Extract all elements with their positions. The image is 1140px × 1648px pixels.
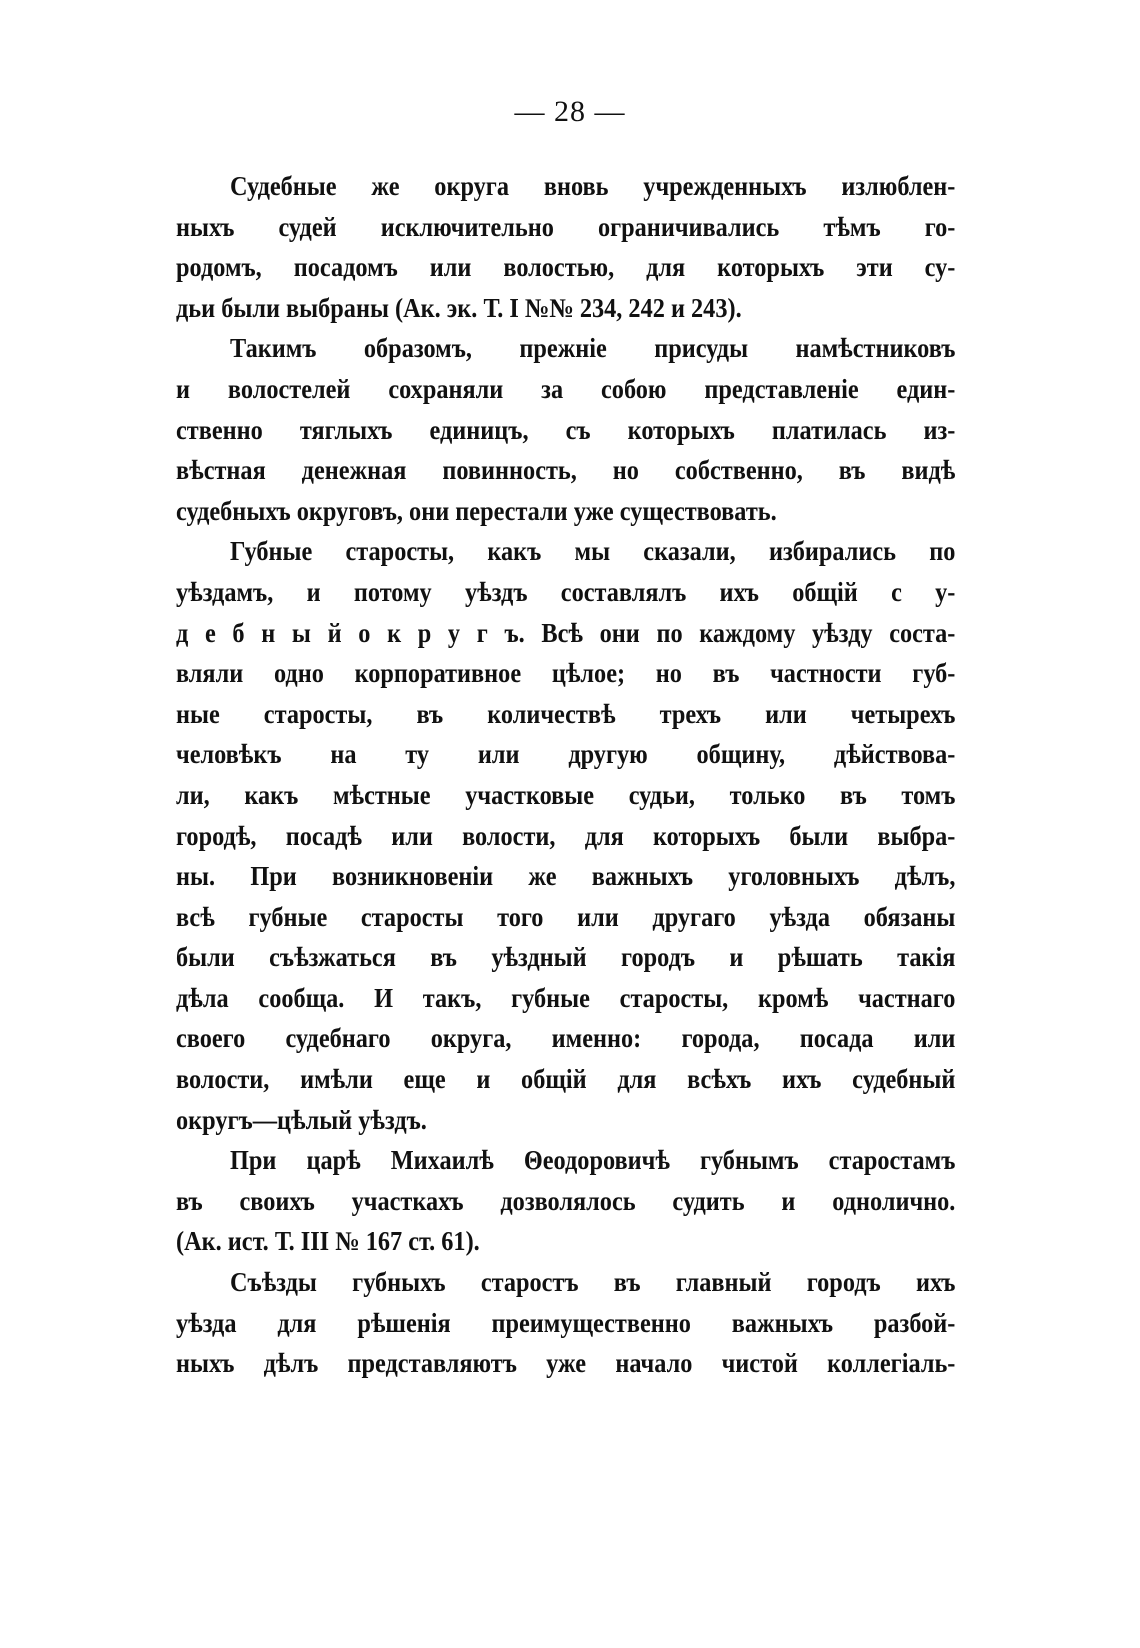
text-line: ные старосты, въ количествѣ трехъ или четырехъ xyxy=(176,698,956,729)
text-line: были съѣзжаться въ уѣздный городъ и рѣшать такія xyxy=(176,942,956,973)
text-line: ныхъ судей исключительно ограничивались тѣмъ го- xyxy=(176,211,956,242)
text-line: всѣ губные старосты того или другаго уѣзда обязаны xyxy=(176,901,956,932)
text-line: въ своихъ участкахъ дозволялось судить и однолично. xyxy=(176,1185,956,1216)
text-line: родомъ, посадомъ или волостью, для которыхъ эти су- xyxy=(176,252,956,283)
text-line: Съѣзды губныхъ старостъ въ главный городъ ихъ xyxy=(230,1267,956,1298)
text-line: судебныхъ округовъ, они перестали уже существовать. xyxy=(176,495,777,526)
text-line: дьи были выбраны (Ак. эк. Т. I №№ 234, 242 и 243). xyxy=(176,292,742,323)
text-line: волости, имѣли еще и общій для всѣхъ ихъ судебный xyxy=(176,1064,956,1095)
text-line: уѣздамъ, и потому уѣздъ составлялъ ихъ общій с у- xyxy=(176,576,956,607)
text-line: городѣ, посадѣ или волости, для которыхъ были выбра- xyxy=(176,820,956,851)
text-line: человѣкъ на ту или другую общину, дѣйствова- xyxy=(176,739,956,770)
text-line: и волостелей сохраняли за собою представленіе един- xyxy=(176,373,956,404)
text-line: (Ак. ист. Т. III № 167 ст. 61). xyxy=(176,1226,480,1257)
text-line: округъ—цѣлый уѣздъ. xyxy=(176,1104,427,1135)
body-text xyxy=(176,166,956,1384)
text-line: ли, какъ мѣстные участковые судьи, только въ томъ xyxy=(176,779,956,810)
text-line: При царѣ Михаилѣ Θеодоровичѣ губнымъ старостамъ xyxy=(230,1145,956,1176)
text-line: ственно тяглыхъ единицъ, съ которыхъ платилась из- xyxy=(176,414,956,445)
text-line: д е б н ы й о к р у г ъ. Всѣ они по каждому уѣзду соста- xyxy=(176,617,956,648)
text-line: ны. При возникновеніи же важныхъ уголовныхъ дѣлъ, xyxy=(176,861,956,892)
text-line: Губные старосты, какъ мы сказали, избирались по xyxy=(230,536,956,567)
text-line: вляли одно корпоративное цѣлое; но въ частности губ- xyxy=(176,658,956,689)
text-line: вѣстная денежная повинность, но собственно, въ видѣ xyxy=(176,455,956,486)
text-line: своего судебнаго округа, именно: города, посада или xyxy=(176,1023,956,1054)
text-line: уѣзда для рѣшенія преимущественно важныхъ разбой- xyxy=(176,1307,956,1338)
page-number: — 28 — xyxy=(514,95,626,128)
text-line: ныхъ дѣлъ представляютъ уже начало чистой коллегіаль- xyxy=(176,1348,956,1379)
text-line: Судебные же округа вновь учрежденныхъ излюблен- xyxy=(230,171,956,201)
text-line: дѣла сообща. И такъ, губные старосты, кромѣ частнаго xyxy=(176,982,956,1013)
text-line: Такимъ образомъ, прежніе присуды намѣстниковъ xyxy=(230,333,956,364)
